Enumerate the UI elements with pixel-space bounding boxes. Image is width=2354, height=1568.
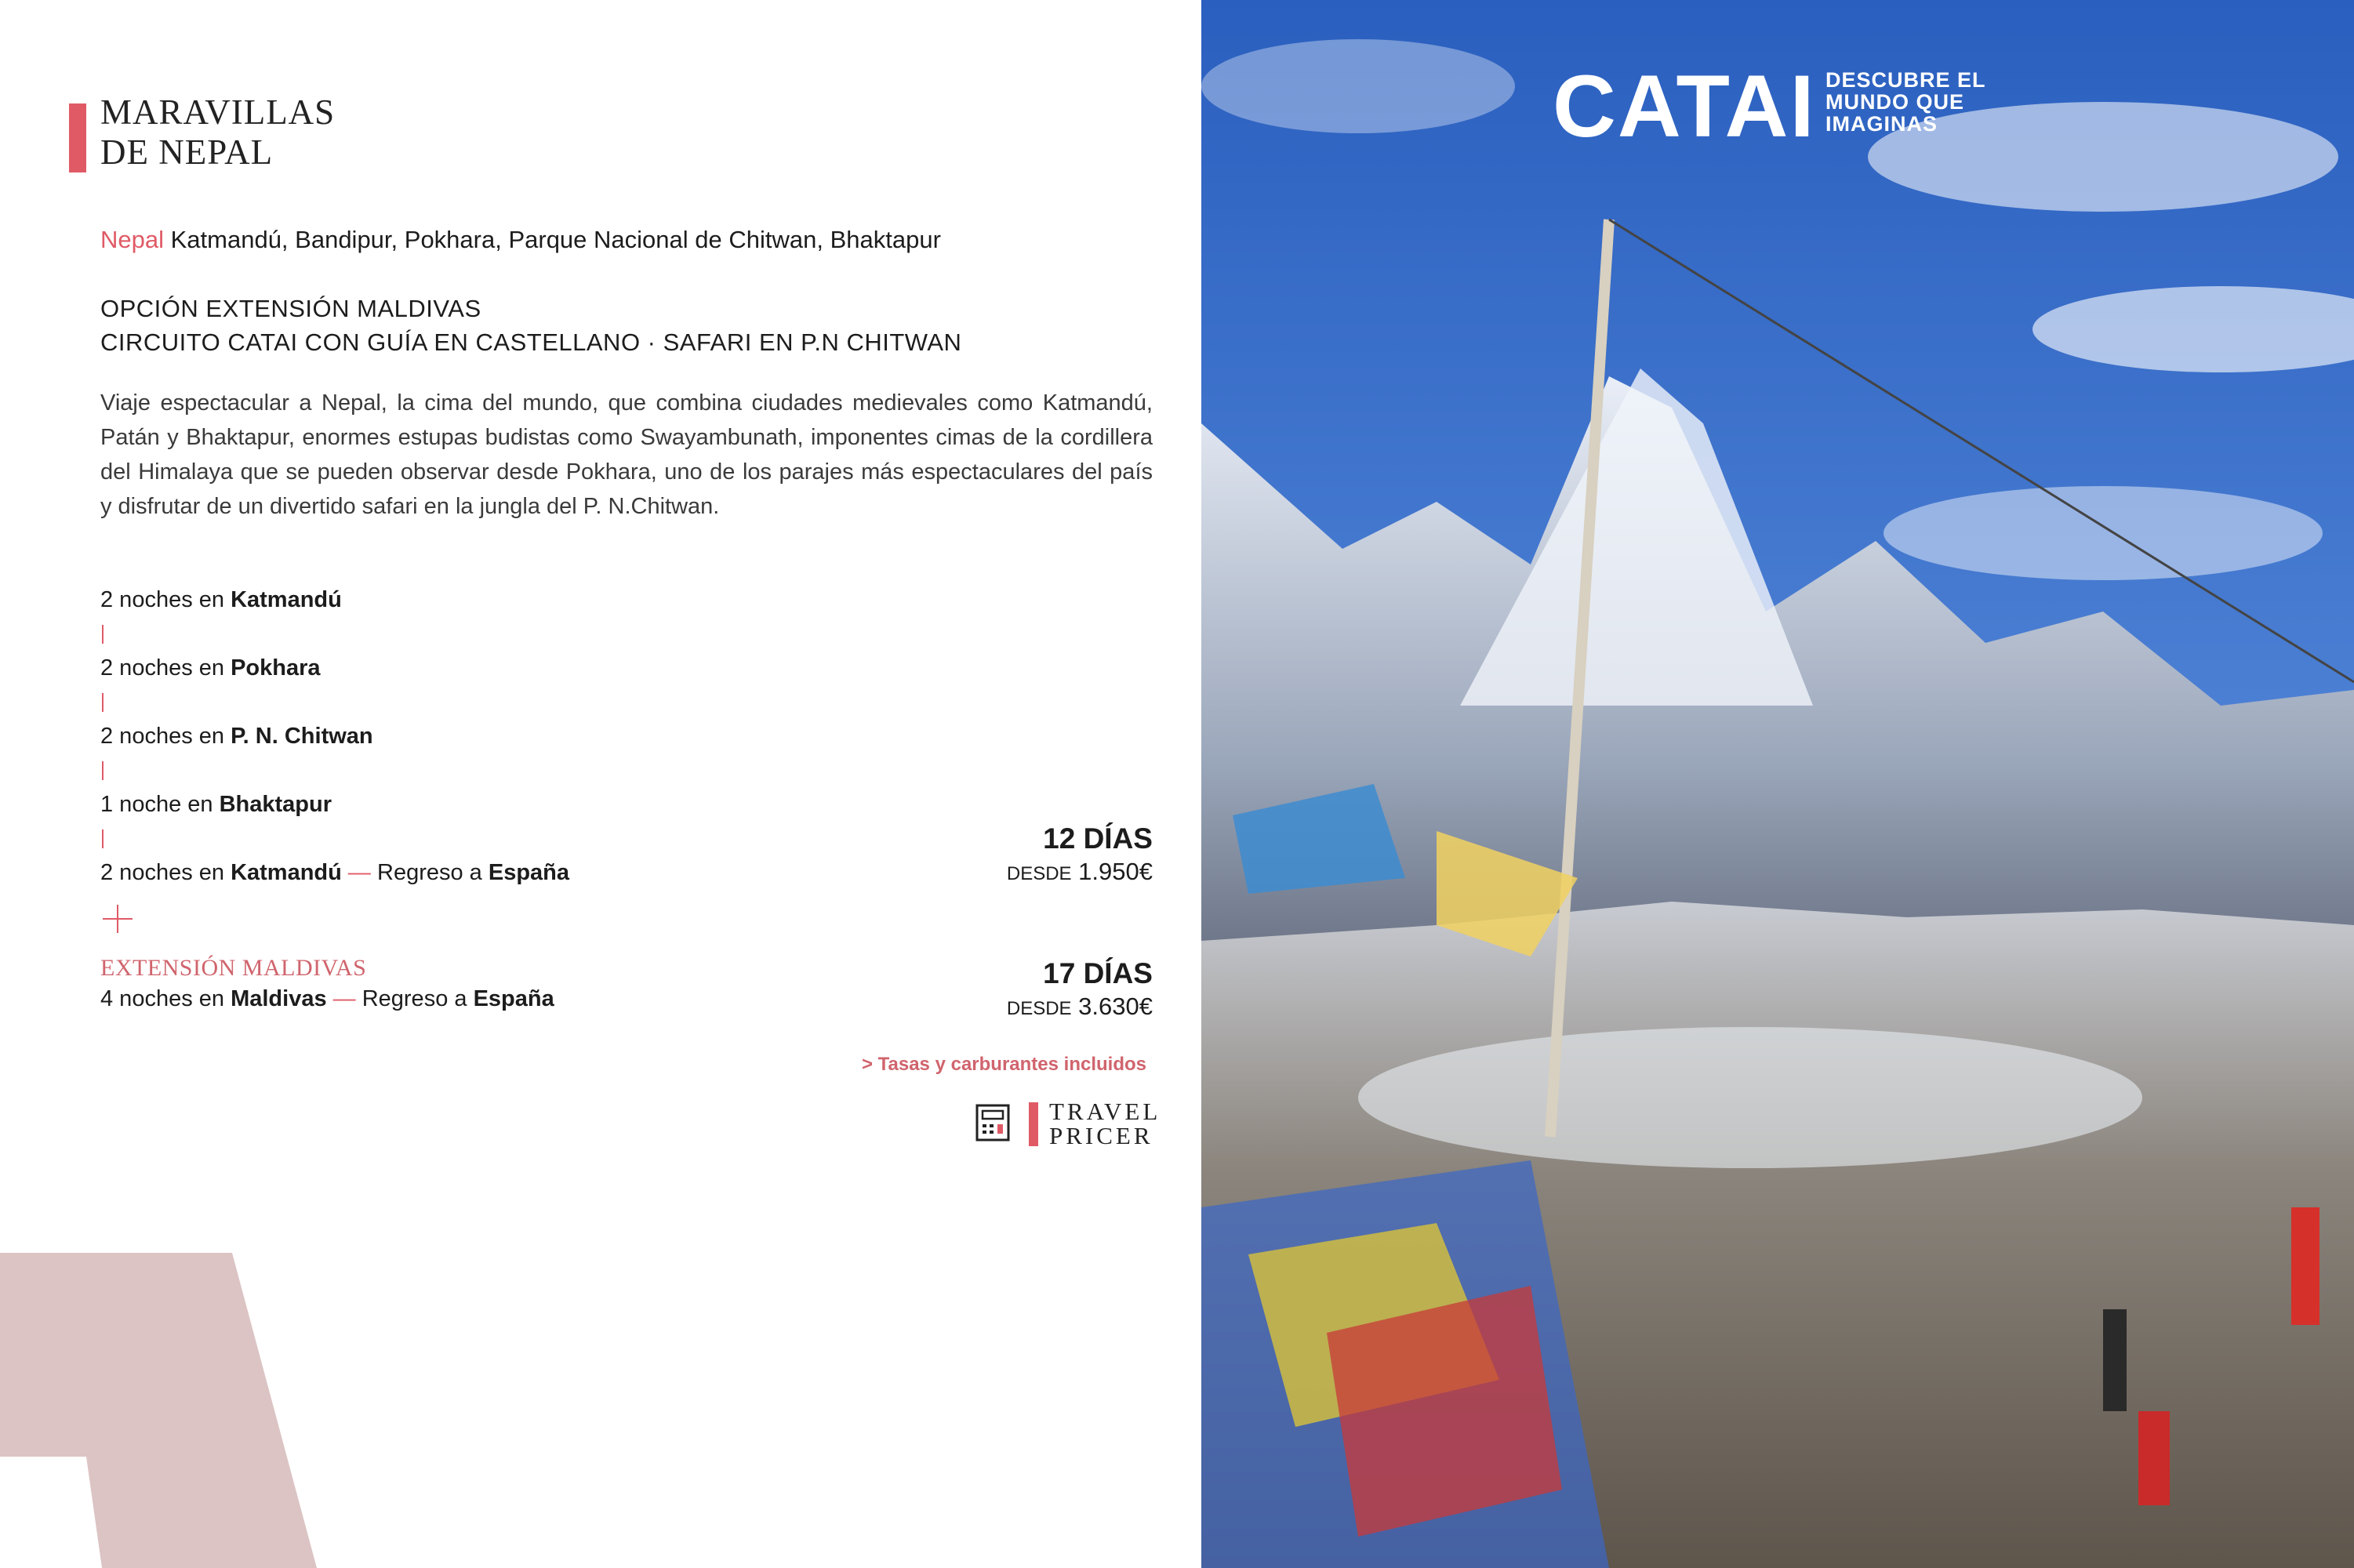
itinerary-stop [100,788,569,822]
travel-pricer-line-2: PRICER [1049,1122,1153,1149]
catai-wordmark: CATAI [1553,57,1816,155]
tour-description: Viaje espectacular a Nepal, la cima del mundo, que combina ciudades medievales como Katmandú, Patán y Bhaktapur, enormes estupas budistas como Swayambunath, imponentes cimas de la cordillera del Himalaya que se pueden observar desde Pokhara, uno de los parajes más espectaculares del país y disfrutar de un divertido safari en la jungla del P. N.Chitwan. [100,390,1153,519]
stop-nights: 1 noche en [100,792,220,817]
price-amount: 1.950€ [1078,858,1153,885]
stop-place: Pokhara [231,655,321,681]
calculator-icon [975,1104,1010,1142]
itinerary-stop [100,652,569,685]
stop-place: Maldivas [231,986,327,1011]
stop-nights: 4 noches en [100,986,231,1011]
price-12-days [839,822,1153,890]
tagline-line-2: MUNDO QUE [1825,90,1964,114]
country-name: Nepal [100,226,164,253]
price-from [839,856,1153,890]
tour-options [100,292,961,359]
stop-nights: 2 noches en [100,587,231,612]
price-days: 12 DÍAS [1043,822,1153,855]
travel-pricer-bar [1029,1102,1038,1146]
catai-logo [1553,57,1986,155]
page-title [100,93,335,172]
tagline-line-3: IMAGINAS [1825,112,1938,136]
itinerary [100,583,569,890]
himalaya-photo [1201,0,2354,1568]
extension-label: EXTENSIÓN MALDIVAS [100,955,367,981]
return-text: Regreso a [361,986,474,1011]
title-accent-bar [69,103,86,172]
stop-nights: 2 noches en [100,724,231,749]
itinerary-stop [100,856,569,890]
price-from [839,991,1153,1025]
catai-tagline [1825,69,1986,135]
stop-dash: — [326,986,362,1011]
decorative-shape [0,1253,329,1568]
cities-list: Katmandú, Bandipur, Pokhara, Parque Nacional de Chitwan, Bhaktapur [164,226,941,253]
plus-icon [100,902,135,936]
stop-dash: — [341,860,377,885]
stop-place: Katmandú [231,587,342,612]
itinerary-stop [100,720,569,753]
desde-label: DESDE [1006,998,1072,1019]
price-amount: 3.630€ [1078,993,1153,1020]
travel-pricer-line-1: TRAVEL [1049,1098,1161,1125]
stop-nights: 2 noches en [100,655,231,681]
itinerary-separator [102,829,104,848]
price-days: 17 DÍAS [1043,957,1153,989]
option-line-2: CIRCUITO CATAI CON GUÍA EN CASTELLANO · SAFARI EN P.N CHITWAN [100,328,962,356]
desde-label: DESDE [1006,863,1072,884]
itinerary-stop [100,583,569,617]
price-17-days [839,956,1153,1025]
cover-photo [1201,0,2354,1568]
title-line-2: DE NEPAL [100,132,274,172]
title-line-1: MARAVILLAS [100,93,336,132]
itinerary-separator [102,625,104,644]
itinerary-separator [102,693,104,712]
stop-place: Katmandú [231,860,342,885]
destinations-line [100,226,941,254]
travel-pricer-logo [1049,1099,1161,1148]
return-place: España [473,986,554,1011]
stop-place: P. N. Chitwan [231,724,373,749]
return-place: España [488,860,570,885]
option-line-1: OPCIÓN EXTENSIÓN MALDIVAS [100,295,481,322]
stop-nights: 2 noches en [100,860,231,885]
tagline-line-1: DESCUBRE EL [1825,68,1986,92]
taxes-note[interactable]: > Tasas y carburantes incluidos [861,1054,1146,1075]
stop-place: Bhaktapur [219,792,332,817]
extension-stop [100,986,554,1012]
return-text: Regreso a [377,860,489,885]
itinerary-separator [102,761,104,780]
